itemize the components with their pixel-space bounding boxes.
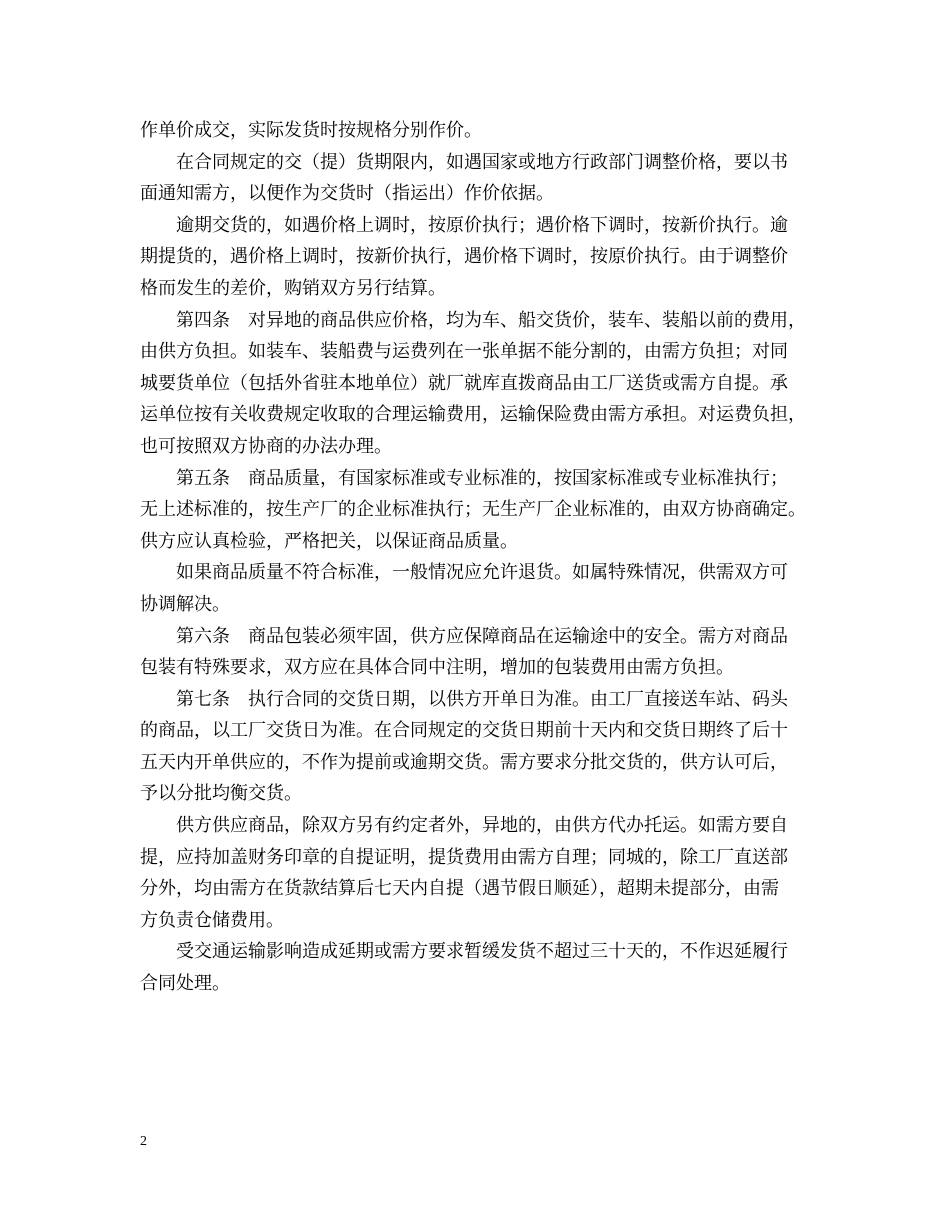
text-line: 运单位按有关收费规定收取的合理运输费用，运输保险费由需方承担。对运费负担，	[140, 404, 806, 426]
text-line: 合同处理。	[140, 973, 230, 995]
page-number: 2	[140, 1134, 147, 1149]
text-line: 受交通运输影响造成延期或需方要求暂缓发货不超过三十天的，不作迟延履行	[176, 941, 788, 963]
text-line: 方负责仓储费用。	[140, 909, 284, 931]
text-line: 也可按照双方协商的办法办理。	[140, 435, 392, 457]
document-body	[140, 115, 820, 1000]
text-line: 作单价成交，实际发货时按规格分别作价。	[140, 120, 482, 141]
text-line: 逾期交货的，如遇价格上调时，按原价执行；遇价格下调时，按新价执行。逾	[176, 214, 788, 236]
text-line: 城要货单位（包括外省驻本地单位）就厂就库直拨商品由工厂送货或需方自提。承	[140, 372, 788, 394]
text-line: 第六条 商品包装必须牢固，供方应保障商品在运输途中的安全。需方对商品	[176, 625, 788, 647]
text-line: 在合同规定的交（提）货期限内，如遇国家或地方行政部门调整价格，要以书	[176, 151, 788, 173]
text-line: 如果商品质量不符合标准，一般情况应允许退货。如属特殊情况，供需双方可	[176, 562, 788, 584]
text-line: 包装有特殊要求，双方应在具体合同中注明，增加的包装费用由需方负担。	[140, 657, 734, 679]
text-line: 由供方负担。如装车、装船费与运费列在一张单据不能分割的，由需方负担；对同	[140, 341, 788, 363]
text-line: 期提货的，遇价格上调时，按新价执行，遇价格下调时，按原价执行。由于调整价	[140, 246, 788, 268]
text-line: 供方应认真检验，严格把关，以保证商品质量。	[140, 530, 518, 552]
text-line: 面通知需方，以便作为交货时（指运出）作价依据。	[140, 183, 554, 205]
text-line: 第四条 对异地的商品供应价格，均为车、船交货价，装车、装船以前的费用，	[176, 309, 806, 331]
text-line: 提，应持加盖财务印章的自提证明，提货费用由需方自理；同城的，除工厂直送部	[140, 846, 788, 868]
text-line: 第七条 执行合同的交货日期，以供方开单日为准。由工厂直接送车站、码头	[176, 688, 788, 710]
text-line: 第五条 商品质量，有国家标准或专业标准的，按国家标准或专业标准执行；	[176, 467, 788, 489]
text-line: 予以分批均衡交货。	[140, 783, 302, 805]
text-line: 五天内开单供应的，不作为提前或逾期交货。需方要求分批交货的，供方认可后，	[140, 751, 788, 773]
text-line: 格而发生的差价，购销双方另行结算。	[140, 277, 446, 299]
text-line: 协调解决。	[140, 593, 230, 615]
text-line: 的商品，以工厂交货日为准。在合同规定的交货日期前十天内和交货日期终了后十	[140, 720, 788, 742]
text-line: 无上述标准的，按生产厂的企业标准执行；无生产厂企业标准的，由双方协商确定。	[140, 499, 806, 521]
text-line: 供方供应商品，除双方另有约定者外，异地的，由供方代办托运。如需方要自	[176, 815, 788, 837]
text-line: 分外，均由需方在货款结算后七天内自提（遇节假日顺延），超期未提部分，由需	[140, 878, 779, 900]
